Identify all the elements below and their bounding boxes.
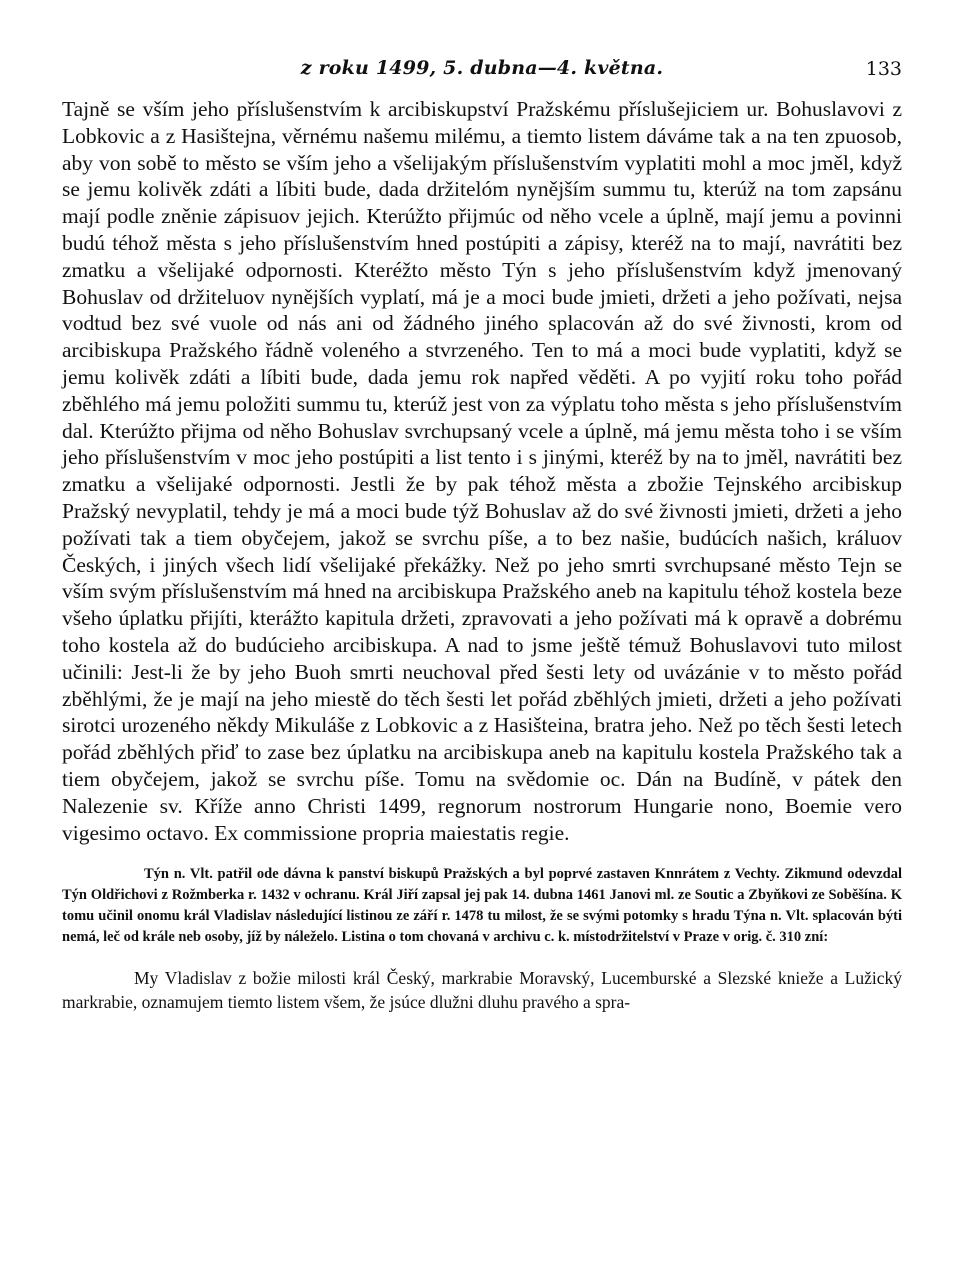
running-head <box>62 52 902 86</box>
page-number: 133 <box>865 58 902 80</box>
main-text-block <box>62 96 902 846</box>
document-page <box>62 52 902 1014</box>
main-text-paragraph: Tajně se vším jeho příslušenstvím k arcibiskupství Pražskému příslušejiciem ur. Bohuslavovi z Lobkovic a z Hasištejna, věrnému našemu milému, a tiemto listem dáváme tak a na ten zpuosob, aby von sobě to město se vším jeho a všelijakým příslušenstvím vyplatiti mohl a moc jměl, když se jemu kolivěk zdáti a líbiti bude, dada držitelóm nynějším summu tu, kterúž na tom zapsánu mají podle zněnie zápisuov jejich. Kterúžto přijmúc od něho vcele a úplně, mají jemu a povinni budú téhož města s jeho příslušenstvím hned postúpiti a zápisy, kteréž na to mají, navrátiti bez zmatku a všelijaké odpornosti. Kteréžto město Týn s jeho příslušenstvím když jmenovaný Bohuslav od držiteluov nynějších vyplatí, má je a moci bude jmieti, držeti a jeho požívati, nejsa vodtud bez své vuole od nás ani od žádného jiného splacován až do své živnosti, krom od arcibiskupa Pražského řádně voleného a stvrzeného. Ten to má a moci bude vyplatiti, když se jemu kolivěk zdáti a líbiti bude, dada jemu rok napřed věděti. A po vyjití roku toho pořád zběhlého má jemu položiti summu tu, kterúž jest von za výplatu toho města s jeho příslušenstvím dal. Kterúžto přijma od něho Bohuslav svrchupsaný vcele a úplně, má jemu města toho i se vším jeho příslušenstvím v moc jeho postúpiti a list tento i s jinými, kteréž by na to jměl, navrátiti bez zmatku a všelijaké odpornosti. Jestli že by pak téhož města a zbožie Tejnského arcibiskup Pražský nevyplatil, tehdy je má a moci bude týž Bohuslav až do své živnosti jmieti, držeti a jeho požívati tak a tiem obyčejem, jakož se svrchu píše, a to bez našie, budúcích našich, králuov Českých, i jiných všech lidí všelijaké překážky. Než po jeho smrti svrchupsané město Tejn se vším svým příslušenstvím má hned na arcibiskupa Pražského aneb na kapitulu téhož kostela beze všeho úplatku přijíti, kterážto kapitula držeti, zpravovati a jeho požívati má k opravě a dobrému toho kostela až do budúcieho arcibiskupa. A nad to jsme ještě témuž Bohuslavovi tuto milost učinili: Jest-li že by jeho Buoh smrti neuchoval před šesti lety od uvázánie v to město pořád zběhlými, že je mají na jeho miestě do těch šesti let pořád zběhlých jmieti, držeti a jeho požívati sirotci urozeného někdy Mikuláše z Lobkovic a z Hasišteina, bratra jeho. Než po těch šesti letech pořád zběhlých přiď to zase bez úplatku na arcibiskupa aneb na kapitulu kostela Pražského tak a tiem obyčejem, jakož se svrchu píše. Tomu na svědomie oc. Dán na Budíně, v pátek den Nalezenie sv. Kříže anno Christi 1499, regnorum nostrorum Hungarie nono, Boemie vero vigesimo octavo. Ex commissione propria maiestatis regie. <box>62 97 902 845</box>
editorial-note: Týn n. Vlt. patřil ode dávna k panství biskupů Pražských a byl poprvé zastaven Knnrátem z Vechty. Zikmund odevzdal Týn Oldřichovi z Rožmberka r. 1432 v ochranu. Král Jiří zapsal jej pak 14. dubna 1461 Janovi ml. ze Soutic a Zbyňkovi ze Soběšína. K tomu učinil onomu král Vladislav následující listinou ze září r. 1478 tu milost, že se svými potomky s hradu Týna n. Vlt. splacován býti nemá, leč od krále neb osoby, jíž by náleželo. Listina o tom chovaná v archivu c. k. místodržitelství v Praze v orig. č. 310 zní: <box>62 866 902 946</box>
running-title: z roku 1499, 5. dubna—4. května. <box>300 57 664 79</box>
charter-opening: My Vladislav z božie milosti král Český, markrabie Moravský, Lucemburské a Slezské knieže a Lužický markrabie, oznamujem tiemto listem všem, že jsúce dlužni dluhu pravého a spra- <box>62 968 902 1013</box>
